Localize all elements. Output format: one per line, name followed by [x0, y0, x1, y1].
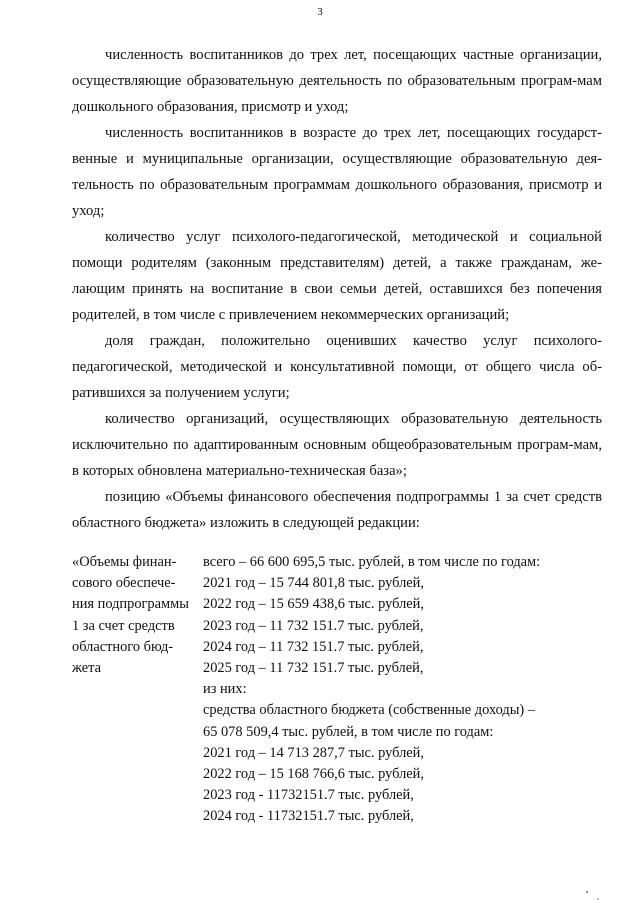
- document-body: [72, 42, 602, 536]
- value-line: 2022 год – 15 659 438,6 тыс. рублей,: [203, 596, 424, 613]
- paragraph: количество организаций, осуществляющих образовательную деятельность исключительно по адаптированным основным общеобразовательным програм-мам, в которых обновлена материально-техническая база»;: [72, 411, 602, 479]
- value-line: 2023 год – 11 732 151.7 тыс. рублей,: [203, 617, 424, 634]
- paragraph: доля граждан, положительно оценивших качество услуг психолого-педагогической, методической и консультативной помощи, от общего числа об-ратившихся за получением услуги;: [72, 333, 602, 401]
- value-line: 2024 год - 11732151.7 тыс. рублей,: [203, 808, 414, 825]
- value-line: 2021 год – 14 713 287,7 тыс. рублей,: [203, 744, 424, 761]
- value-line: из них:: [203, 681, 247, 698]
- value-line: 2022 год – 15 168 766,6 тыс. рублей,: [203, 766, 424, 783]
- label-line: ния подпрограммы: [72, 596, 189, 613]
- paragraph: количество услуг психолого-педагогической, методической и социальной помощи родителям (законным представителям) детей, а также гражданам, же-лающим принять на воспитание в свои семьи детей, оставшихся без попечения родителей, в том числе с привлечением некоммерческих организаций;: [72, 229, 602, 323]
- financing-table: [72, 552, 602, 828]
- paragraph: численность воспитанников до трех лет, посещающих частные организации, осуществляющие образовательную деятельность по образовательным програм-мам дошкольного образования, присмотр и уход;: [72, 47, 602, 115]
- label-line: «Объемы финан-: [72, 554, 177, 570]
- label-line: сового обеспече-: [72, 575, 176, 592]
- value-line: 2025 год – 11 732 151.7 тыс. рублей,: [203, 660, 424, 677]
- value-line: 2023 год - 11732151.7 тыс. рублей,: [203, 787, 414, 804]
- scan-speck: [586, 891, 588, 893]
- scan-speck: [597, 898, 599, 900]
- table-label-column: [72, 552, 203, 828]
- label-line: областного бюд-: [72, 638, 174, 655]
- label-line: 1 за счет средств: [72, 617, 175, 634]
- page-number: 3: [317, 6, 323, 18]
- value-line: 2021 год – 15 744 801,8 тыс. рублей,: [203, 575, 424, 592]
- paragraph: позицию «Объемы финансового обеспечения подпрограммы 1 за счет средств областного бюджета» изложить в следующей редакции:: [72, 489, 602, 531]
- label-line: жета: [72, 660, 101, 677]
- value-line: средства областного бюджета (собственные доходы) –: [203, 702, 535, 719]
- value-line: 65 078 509,4 тыс. рублей, в том числе по годам:: [203, 723, 494, 740]
- value-line: 2024 год – 11 732 151.7 тыс. рублей,: [203, 638, 424, 655]
- paragraph: численность воспитанников в возрасте до трех лет, посещающих государст-венные и муниципальные организации, осуществляющие образовательную дея-тельность по образовательным программам дошкольного образования, присмотр и уход;: [72, 125, 602, 219]
- table-value-column: [203, 552, 602, 828]
- value-line: всего – 66 600 695,5 тыс. рублей, в том числе по годам:: [203, 554, 541, 570]
